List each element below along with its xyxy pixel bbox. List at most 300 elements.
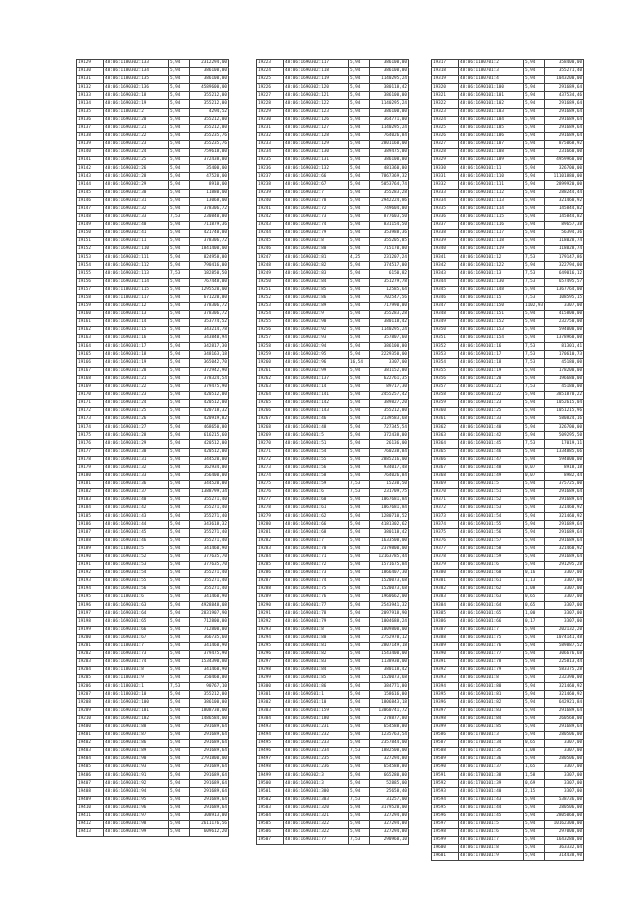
tax-rate-cell: 5,94 — [349, 302, 370, 310]
table-row — [432, 853, 584, 861]
tax-rate-cell: 5,94 — [524, 723, 545, 731]
cadastral-number-cell: 48:06:1690101:82 — [459, 699, 524, 707]
record-number-cell: 19600 — [432, 845, 459, 853]
cadastral-value-cell: 355212,00 — [190, 100, 229, 108]
tax-rate-cell: 5,94 — [349, 739, 370, 747]
cadastral-number-cell: 48:06:1690301:88 — [104, 723, 169, 731]
cadastral-number-cell: 48:06:1690101:103 — [459, 108, 524, 116]
tax-rate-cell: 16,54 — [349, 359, 370, 367]
cadastral-number-cell: 48:06:1690101:150 — [459, 302, 524, 310]
cadastral-number-cell: 48:06:1690302:95 — [284, 351, 349, 359]
cadastral-value-cell: 280506,00 — [545, 756, 584, 764]
cadastral-value-cell: 342817,30 — [190, 343, 229, 351]
record-number-cell: 19157 — [77, 286, 104, 294]
cadastral-value-cell: 649016,12 — [545, 270, 584, 278]
cadastral-number-cell: 48:06:1690401:137 — [284, 375, 349, 383]
record-number-cell: 19198 — [77, 618, 104, 626]
table-row — [77, 642, 229, 650]
tax-rate-cell: 5,94 — [349, 221, 370, 229]
table-row — [257, 513, 409, 521]
tax-rate-cell: 5,94 — [169, 820, 190, 828]
table-row — [77, 756, 229, 764]
record-number-cell: 19331 — [432, 173, 459, 181]
record-number-cell: 19237 — [257, 173, 284, 181]
tax-rate-cell: 5,94 — [169, 464, 190, 472]
record-number-cell: 19207 — [77, 691, 104, 699]
table-row — [432, 578, 584, 586]
cadastral-value-cell: 8982,44 — [545, 472, 584, 480]
cadastral-number-cell: 48:06:1690301:36 — [104, 480, 169, 488]
cadastral-value-cell: 366735,60 — [190, 634, 229, 642]
record-number-cell: 19351 — [432, 335, 459, 343]
table-row — [257, 820, 409, 828]
cadastral-number-cell: 48:06:1690501:159 — [284, 707, 349, 715]
cadastral-value-cell: 182850,50 — [190, 270, 229, 278]
record-number-cell: 19386 — [432, 618, 459, 626]
cadastral-number-cell: 48:06:1690101:119 — [459, 246, 524, 254]
tax-rate-cell: 5,94 — [169, 715, 190, 723]
table-row — [432, 480, 584, 488]
table-row — [257, 270, 409, 278]
cadastral-number-cell: 48:06:1690401:7 — [284, 537, 349, 545]
cadastral-value-cell: 759618,00 — [190, 149, 229, 157]
tax-rate-cell: 5,94 — [349, 772, 370, 780]
table-row — [257, 432, 409, 440]
register-table-middle — [256, 59, 409, 845]
table-row — [77, 92, 229, 100]
tax-rate-cell: 5,94 — [169, 788, 190, 796]
table-row — [77, 84, 229, 92]
table-row — [432, 658, 584, 666]
table-row — [77, 658, 229, 666]
tax-rate-cell: 5,94 — [349, 343, 370, 351]
cadastral-number-cell: 48:06:1690101:122 — [459, 262, 524, 270]
record-number-cell: 19196 — [77, 602, 104, 610]
table-row — [257, 675, 409, 683]
cadastral-number-cell: 48:06:1180301:5 — [104, 545, 169, 553]
cadastral-value-cell: 353988,36 — [370, 229, 409, 237]
cadastral-number-cell: 48:06:1690101:46 — [459, 448, 524, 456]
record-number-cell: 19495 — [257, 739, 284, 747]
cadastral-value-cell: 875068,92 — [545, 140, 584, 148]
tax-rate-cell: 5,94 — [349, 553, 370, 561]
cadastral-number-cell: 48:06:1690401:72 — [284, 561, 349, 569]
tax-rate-cell: 5,94 — [524, 837, 545, 845]
table-row — [77, 448, 229, 456]
table-row — [432, 140, 584, 148]
cadastral-value-cell: 145844,82 — [545, 213, 584, 221]
cadastral-value-cell: 764026,84 — [370, 132, 409, 140]
cadastral-number-cell: 48:06:1690301:24 — [104, 399, 169, 407]
tax-rate-cell: 5,94 — [524, 327, 545, 335]
cadastral-number-cell: 48:06:1690302:66 — [284, 173, 349, 181]
table-row — [257, 480, 409, 488]
cadastral-value-cell: 5053764,74 — [370, 181, 409, 189]
tax-rate-cell: 5,94 — [349, 246, 370, 254]
cadastral-number-cell: 48:06:1690101:22 — [459, 391, 524, 399]
table-row — [257, 796, 409, 804]
record-number-cell: 19238 — [257, 181, 284, 189]
record-number-cell: 19279 — [257, 513, 284, 521]
cadastral-value-cell: 12163785,44 — [370, 553, 409, 561]
tax-rate-cell: 5,94 — [169, 278, 190, 286]
cadastral-value-cell: 355271,40 — [190, 513, 229, 521]
tax-rate-cell: 5,94 — [169, 246, 190, 254]
cadastral-value-cell: 2357844,00 — [370, 739, 409, 747]
cadastral-number-cell: 48:06:1690301:17 — [104, 343, 169, 351]
tax-rate-cell: 5,94 — [524, 448, 545, 456]
cadastral-value-cell: 824958,00 — [190, 254, 229, 262]
tax-rate-cell: 5,94 — [169, 254, 190, 262]
tax-rate-cell: 5,94 — [169, 739, 190, 747]
cadastral-value-cell: 355271,40 — [190, 505, 229, 513]
tax-rate-cell: 5,94 — [524, 76, 545, 84]
record-number-cell: 19323 — [432, 108, 459, 116]
record-number-cell: 19243 — [257, 221, 284, 229]
cadastral-number-cell: 48:06:1690301:19 — [104, 359, 169, 367]
tax-rate-cell: 5,94 — [349, 157, 370, 165]
cadastral-number-cell: 48:06:1690101:21 — [459, 383, 524, 391]
cadastral-value-cell: 790416,00 — [190, 262, 229, 270]
table-row — [432, 327, 584, 335]
cadastral-value-cell: 378306,72 — [190, 310, 229, 318]
tax-rate-cell: 5,94 — [169, 691, 190, 699]
table-row — [432, 699, 584, 707]
table-row — [432, 254, 584, 262]
tax-rate-cell: 5,94 — [169, 84, 190, 92]
tax-rate-cell: 5,94 — [524, 480, 545, 488]
cadastral-number-cell: 48:06:1690401:59 — [284, 480, 349, 488]
record-number-cell: 19596 — [432, 812, 459, 820]
record-number-cell: 19205 — [77, 675, 104, 683]
cadastral-value-cell: 622761,35 — [370, 375, 409, 383]
tax-rate-cell: 5,94 — [524, 820, 545, 828]
tax-rate-cell: 5,94 — [349, 618, 370, 626]
tax-rate-cell: 5,94 — [349, 181, 370, 189]
tax-rate-cell: 5,94 — [349, 286, 370, 294]
table-row — [77, 116, 229, 124]
table-row — [432, 351, 584, 359]
tax-rate-cell: 5,94 — [524, 667, 545, 675]
cadastral-value-cell: 291689,64 — [545, 723, 584, 731]
cadastral-value-cell: 321460,92 — [545, 691, 584, 699]
cadastral-value-cell: 56394,36 — [545, 229, 584, 237]
table-row — [257, 772, 409, 780]
record-number-cell: 19408 — [77, 788, 104, 796]
cadastral-number-cell: 48:06:1690501:10 — [284, 699, 349, 707]
table-row — [432, 731, 584, 739]
table-row — [77, 667, 229, 675]
record-number-cell: 19298 — [257, 667, 284, 675]
table-row — [77, 488, 229, 496]
tax-rate-cell: 5,94 — [169, 699, 190, 707]
cadastral-number-cell: 48:06:1690302:28 — [104, 173, 169, 181]
cadastral-number-cell: 48:06:1690302:3 — [284, 772, 349, 780]
record-number-cell: 19330 — [432, 165, 459, 173]
tax-rate-cell: 5,94 — [169, 772, 190, 780]
tax-rate-cell: 5,94 — [524, 521, 545, 529]
table-row — [77, 480, 229, 488]
tax-rate-cell: 7,53 — [169, 270, 190, 278]
record-number-cell: 19601 — [432, 853, 459, 861]
cadastral-number-cell: 48:06:1690302:112 — [104, 262, 169, 270]
cadastral-value-cell: 353774,52 — [190, 319, 229, 327]
tax-rate-cell: 5,94 — [169, 650, 190, 658]
cadastral-value-cell: 2801160,00 — [370, 140, 409, 148]
table-row — [257, 521, 409, 529]
record-number-cell: 19162 — [77, 327, 104, 335]
cadastral-value-cell: 280506,00 — [545, 804, 584, 812]
table-row — [432, 399, 584, 407]
table-row — [432, 424, 584, 432]
table-row — [257, 205, 409, 213]
record-number-cell: 19165 — [77, 351, 104, 359]
record-number-cell: 19138 — [77, 132, 104, 140]
record-number-cell: 19173 — [77, 416, 104, 424]
cadastral-value-cell: 314438,90 — [545, 853, 584, 861]
tax-rate-cell: 5,94 — [349, 537, 370, 545]
tax-rate-cell: 5,94 — [524, 149, 545, 157]
table-row — [257, 618, 409, 626]
cadastral-number-cell: 48:06:1690302:102 — [104, 715, 169, 723]
record-number-cell: 19332 — [432, 181, 459, 189]
cadastral-value-cell: 1140295,24 — [370, 76, 409, 84]
tax-rate-cell: 5,94 — [349, 626, 370, 634]
tax-rate-cell: 5,94 — [524, 715, 545, 723]
table-row — [77, 157, 229, 165]
tax-rate-cell: 7,53 — [349, 488, 370, 496]
record-number-cell: 19281 — [257, 529, 284, 537]
cadastral-number-cell: 48:06:1180301:8 — [104, 667, 169, 675]
record-number-cell: 19507 — [257, 837, 284, 845]
cadastral-number-cell: 48:06:1690301:27 — [104, 424, 169, 432]
tax-rate-cell: 5,94 — [524, 683, 545, 691]
table-row — [257, 294, 409, 302]
cadastral-number-cell: 48:06:1690301:322 — [284, 828, 349, 836]
record-number-cell: 19142 — [77, 165, 104, 173]
cadastral-number-cell: 48:06:1690302:83 — [284, 270, 349, 278]
cadastral-number-cell: 48:06:1690101:58 — [459, 545, 524, 553]
cadastral-number-cell: 48:06:1690301:91 — [104, 772, 169, 780]
record-number-cell: 19268 — [257, 424, 284, 432]
cadastral-value-cell: 4589600,00 — [190, 84, 229, 92]
cadastral-number-cell: 48:06:1690302:127 — [284, 124, 349, 132]
tax-rate-cell: 5,94 — [169, 667, 190, 675]
table-row — [432, 707, 584, 715]
cadastral-number-cell: 48:06:1690302:74 — [284, 221, 349, 229]
record-number-cell: 19587 — [432, 739, 459, 747]
cadastral-value-cell: 291689,64 — [190, 772, 229, 780]
cadastral-value-cell: 1882500,00 — [370, 747, 409, 755]
tax-rate-cell: 5,94 — [169, 408, 190, 416]
cadastral-value-cell: 1367764,00 — [545, 286, 584, 294]
table-row — [432, 246, 584, 254]
table-row — [257, 246, 409, 254]
cadastral-number-cell: 48:06:1690302:72 — [284, 205, 349, 213]
record-number-cell: 19280 — [257, 521, 284, 529]
cadastral-number-cell: 48:06:1690401:75 — [284, 586, 349, 594]
record-number-cell: 19593 — [432, 788, 459, 796]
cadastral-value-cell: 321460,92 — [545, 513, 584, 521]
cadastral-value-cell: 2752970,12 — [370, 634, 409, 642]
tax-rate-cell: 5,94 — [169, 100, 190, 108]
cadastral-number-cell: 48:06:1690302:117 — [284, 60, 349, 68]
cadastral-number-cell: 48:06:1690401:60 — [284, 497, 349, 505]
cadastral-number-cell: 48:06:1690401:6 — [284, 488, 349, 496]
tax-rate-cell: 5,94 — [169, 537, 190, 545]
cadastral-number-cell: 48:06:1690301:15 — [104, 327, 169, 335]
table-row — [257, 197, 409, 205]
cadastral-value-cell: 538736,00 — [545, 796, 584, 804]
cadastral-number-cell: 48:06:1690401:82 — [284, 650, 349, 658]
cadastral-value-cell: 288244,44 — [545, 189, 584, 197]
cadastral-number-cell: 48:06:1690301:33 — [104, 472, 169, 480]
tax-rate-cell: 5,94 — [349, 634, 370, 642]
cadastral-value-cell: 356400,00 — [190, 472, 229, 480]
cadastral-value-cell: 2942224,86 — [370, 197, 409, 205]
cadastral-value-cell: 10162300,00 — [545, 820, 584, 828]
record-number-cell: 19188 — [77, 537, 104, 545]
table-row — [432, 294, 584, 302]
record-number-cell: 19270 — [257, 440, 284, 448]
table-row — [432, 569, 584, 577]
cadastral-value-cell: 15230,50 — [370, 480, 409, 488]
tax-rate-cell: 5,94 — [349, 578, 370, 586]
tax-rate-cell: 7,53 — [524, 278, 545, 286]
cadastral-number-cell: 48:06:1690101:118 — [459, 238, 524, 246]
cadastral-number-cell: 48:06:1690401:55 — [284, 456, 349, 464]
table-row — [432, 812, 584, 820]
cadastral-number-cell: 48:06:1690301:31 — [104, 456, 169, 464]
record-number-cell: 19336 — [432, 213, 459, 221]
table-row — [77, 513, 229, 521]
tax-rate-cell: 5,94 — [524, 828, 545, 836]
cadastral-value-cell: 3307,00 — [545, 618, 584, 626]
cadastral-value-cell: 291689,64 — [545, 108, 584, 116]
table-row — [257, 488, 409, 496]
cadastral-number-cell: 48:06:1700101:9 — [459, 853, 524, 861]
tax-rate-cell: 5,94 — [169, 116, 190, 124]
tax-rate-cell: 5,94 — [524, 796, 545, 804]
table-row — [432, 286, 584, 294]
cadastral-number-cell: 48:06:1690101:63 — [459, 594, 524, 602]
cadastral-value-cell: 11880,00 — [190, 189, 229, 197]
cadastral-value-cell: 1067681,84 — [370, 505, 409, 513]
record-number-cell: 19255 — [257, 319, 284, 327]
record-number-cell: 19181 — [77, 480, 104, 488]
record-number-cell: 19245 — [257, 238, 284, 246]
tax-rate-cell: 5,94 — [524, 157, 545, 165]
cadastral-value-cell: 386100,00 — [370, 157, 409, 165]
cadastral-number-cell: 48:06:1690302:111 — [104, 254, 169, 262]
cadastral-value-cell: 378306,72 — [190, 302, 229, 310]
record-number-cell: 19361 — [432, 416, 459, 424]
cadastral-number-cell: 48:06:1180301:6 — [104, 594, 169, 602]
record-number-cell: 19376 — [432, 537, 459, 545]
table-row — [432, 488, 584, 496]
tax-rate-cell: 5,94 — [349, 116, 370, 124]
table-row — [432, 124, 584, 132]
cadastral-value-cell: 420512,00 — [190, 440, 229, 448]
tax-rate-cell: 5,94 — [349, 610, 370, 618]
cadastral-value-cell: 355212,00 — [190, 92, 229, 100]
record-number-cell: 19257 — [257, 335, 284, 343]
table-row — [257, 788, 409, 796]
cadastral-number-cell: 48:06:1690401:61 — [284, 505, 349, 513]
tax-rate-cell: 5,94 — [169, 731, 190, 739]
cadastral-value-cell: 717990,00 — [370, 302, 409, 310]
tax-rate-cell: 5,94 — [524, 310, 545, 318]
record-number-cell: 19337 — [432, 221, 459, 229]
cadastral-number-cell: 48:06:1690101:49 — [459, 472, 524, 480]
cadastral-value-cell: 260568,00 — [545, 715, 584, 723]
cadastral-value-cell: 291689,64 — [545, 553, 584, 561]
cadastral-number-cell: 48:06:1690101:60 — [459, 569, 524, 577]
cadastral-value-cell: 363332,04 — [545, 845, 584, 853]
cadastral-number-cell: 48:06:1690101:33 — [459, 416, 524, 424]
cadastral-value-cell: 3307,00 — [545, 739, 584, 747]
table-row — [257, 804, 409, 812]
record-number-cell: 19170 — [77, 391, 104, 399]
table-row — [432, 116, 584, 124]
cadastral-number-cell: 48:06:1690302:110 — [104, 246, 169, 254]
cadastral-number-cell: 48:06:1690101:106 — [459, 132, 524, 140]
cadastral-value-cell: 420718,32 — [190, 408, 229, 416]
record-number-cell: 19380 — [432, 569, 459, 577]
cadastral-value-cell: 1543400,00 — [370, 650, 409, 658]
cadastral-value-cell: 1808730,00 — [190, 707, 229, 715]
cadastral-number-cell: 48:06:1690101:61 — [459, 578, 524, 586]
cadastral-value-cell: 379475,90 — [190, 383, 229, 391]
cadastral-value-cell: 877603,50 — [370, 213, 409, 221]
table-row — [432, 626, 584, 634]
record-number-cell: 19185 — [77, 513, 104, 521]
cadastral-number-cell: 48:06:1690301:97 — [104, 812, 169, 820]
record-number-cell: 19503 — [257, 804, 284, 812]
tax-rate-cell: 5,94 — [524, 731, 545, 739]
record-number-cell: 19338 — [432, 229, 459, 237]
table-row — [257, 634, 409, 642]
record-number-cell: 19391 — [432, 658, 459, 666]
tax-rate-cell: 5,94 — [169, 553, 190, 561]
table-row — [257, 302, 409, 310]
table-row — [432, 828, 584, 836]
table-row — [432, 804, 584, 812]
table-row — [77, 254, 229, 262]
record-number-cell: 19388 — [432, 634, 459, 642]
tax-rate-cell: 5,94 — [524, 108, 545, 116]
record-number-cell: 19273 — [257, 464, 284, 472]
cadastral-number-cell: 48:06:1690101:75 — [459, 634, 524, 642]
cadastral-value-cell: 2611176,56 — [190, 820, 229, 828]
record-number-cell: 19322 — [432, 100, 459, 108]
cadastral-value-cell: 389827,20 — [370, 399, 409, 407]
record-number-cell: 19209 — [77, 707, 104, 715]
table-row — [257, 537, 409, 545]
cadastral-number-cell: 48:06:1690301:95 — [104, 796, 169, 804]
tax-rate-cell: 5,94 — [349, 189, 370, 197]
cadastral-value-cell: 355271,40 — [190, 586, 229, 594]
table-row — [432, 76, 584, 84]
table-row — [432, 618, 584, 626]
record-number-cell: 19241 — [257, 205, 284, 213]
table-row — [432, 642, 584, 650]
cadastral-number-cell: 48:06:1700101:45 — [459, 812, 524, 820]
table-row — [77, 472, 229, 480]
record-number-cell: 19259 — [257, 351, 284, 359]
record-number-cell: 19301 — [257, 691, 284, 699]
tax-rate-cell: 5,94 — [524, 116, 545, 124]
